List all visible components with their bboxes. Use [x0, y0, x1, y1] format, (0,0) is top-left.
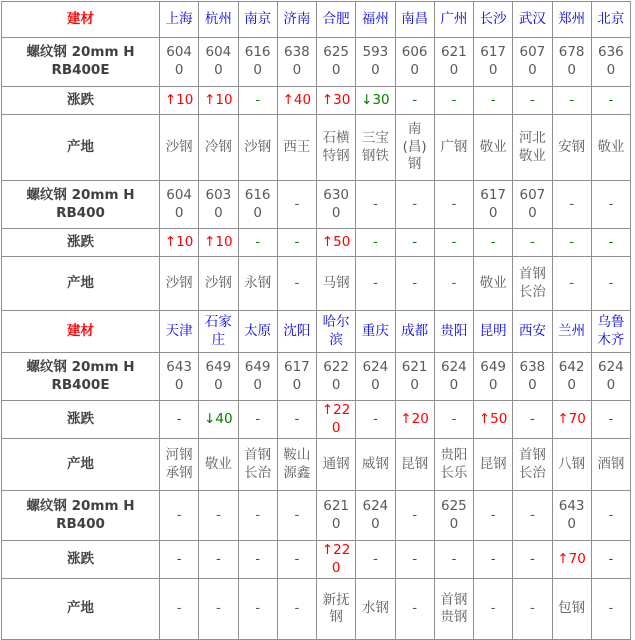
- city-header-cell: 上海: [160, 2, 199, 38]
- change-cell: ↑30: [317, 87, 356, 115]
- origin-cell: -: [395, 257, 434, 311]
- origin-cell: -: [356, 257, 395, 311]
- change-cell: ↑10: [199, 229, 238, 257]
- price-cell: 6430: [160, 353, 199, 401]
- change-cell: ↑10: [199, 87, 238, 115]
- change-cell: ↓30: [356, 87, 395, 115]
- row-label-text: 螺纹钢 20mm HRB400: [26, 498, 135, 532]
- origin-cell: -: [474, 579, 513, 640]
- city-header-cell: 长沙: [474, 2, 513, 38]
- row-label: [2, 229, 160, 257]
- price-cell: 6170: [474, 181, 513, 229]
- price-cell: 6240: [434, 353, 473, 401]
- origin-cell: 通钢: [317, 439, 356, 491]
- city-header-cell: 贵阳: [434, 311, 473, 353]
- origin-cell: 南(昌)钢: [395, 115, 434, 181]
- city-header-cell: 杭州: [199, 2, 238, 38]
- section-header-label: 建材: [2, 2, 160, 38]
- change-cell: ↑220: [317, 541, 356, 579]
- price-cell: -: [277, 491, 316, 541]
- row-label: [2, 439, 160, 491]
- origin-row: [2, 257, 631, 311]
- row-label: [2, 401, 160, 439]
- price-cell: 6040: [160, 181, 199, 229]
- city-header-cell: 南昌: [395, 2, 434, 38]
- change-row: [2, 87, 631, 115]
- price-row: [2, 491, 631, 541]
- change-cell: -: [395, 541, 434, 579]
- rebar-price-table: [1, 1, 631, 640]
- change-cell: -: [395, 229, 434, 257]
- section-header-label: 建材: [2, 311, 160, 353]
- change-cell: ↑20: [395, 401, 434, 439]
- origin-cell: 河钢承钢: [160, 439, 199, 491]
- price-cell: 6240: [591, 353, 630, 401]
- change-cell: -: [474, 87, 513, 115]
- origin-cell: 敬业: [474, 115, 513, 181]
- change-cell: -: [552, 87, 591, 115]
- origin-cell: 沙钢: [199, 257, 238, 311]
- origin-row: [2, 115, 631, 181]
- price-cell: 6210: [434, 38, 473, 87]
- price-cell: 6060: [395, 38, 434, 87]
- change-cell: ↑40: [277, 87, 316, 115]
- price-cell: -: [591, 491, 630, 541]
- price-row: [2, 353, 631, 401]
- origin-cell: 敬业: [199, 439, 238, 491]
- change-cell: -: [160, 401, 199, 439]
- origin-cell: 酒钢: [591, 439, 630, 491]
- change-cell: -: [238, 401, 277, 439]
- city-header-cell: 郑州: [552, 2, 591, 38]
- change-cell: -: [434, 541, 473, 579]
- price-cell: -: [160, 491, 199, 541]
- change-cell: -: [238, 541, 277, 579]
- price-cell: 6380: [513, 353, 552, 401]
- price-cell: 6070: [513, 38, 552, 87]
- origin-cell: 广钢: [434, 115, 473, 181]
- city-header-cell: 昆明: [474, 311, 513, 353]
- change-cell: -: [395, 87, 434, 115]
- origin-cell: 三宝钢铁: [356, 115, 395, 181]
- change-cell: -: [199, 541, 238, 579]
- price-cell: 6160: [238, 181, 277, 229]
- price-cell: 6030: [199, 181, 238, 229]
- origin-cell: 首钢贵钢: [434, 579, 473, 640]
- city-header-cell: 济南: [277, 2, 316, 38]
- change-cell: -: [474, 229, 513, 257]
- origin-cell: -: [434, 257, 473, 311]
- change-cell: -: [513, 541, 552, 579]
- row-label: [2, 541, 160, 579]
- price-cell: 6250: [317, 38, 356, 87]
- price-cell: 6780: [552, 38, 591, 87]
- change-cell: -: [591, 87, 630, 115]
- row-label: [2, 115, 160, 181]
- row-label-text: 涨跌: [67, 410, 94, 427]
- price-cell: 6360: [591, 38, 630, 87]
- origin-cell: -: [513, 579, 552, 640]
- price-cell: 6300: [317, 181, 356, 229]
- change-cell: -: [160, 541, 199, 579]
- city-header-cell: 广州: [434, 2, 473, 38]
- row-label-text: 产地: [67, 138, 94, 155]
- price-cell: 6490: [474, 353, 513, 401]
- city-header-cell: 成都: [395, 311, 434, 353]
- row-label: [2, 579, 160, 640]
- change-cell: -: [238, 229, 277, 257]
- city-header-cell: 哈尔滨: [317, 311, 356, 353]
- change-cell: -: [356, 229, 395, 257]
- row-label: [2, 491, 160, 541]
- origin-cell: -: [552, 257, 591, 311]
- change-cell: -: [513, 401, 552, 439]
- change-cell: -: [277, 541, 316, 579]
- origin-cell: 沙钢: [160, 115, 199, 181]
- city-header-cell: 兰州: [552, 311, 591, 353]
- change-row: [2, 229, 631, 257]
- change-cell: -: [513, 87, 552, 115]
- row-label: [2, 181, 160, 229]
- price-cell: -: [199, 491, 238, 541]
- change-cell: -: [434, 401, 473, 439]
- row-label-text: 产地: [67, 455, 94, 472]
- origin-cell: 冷钢: [199, 115, 238, 181]
- origin-cell: 沙钢: [238, 115, 277, 181]
- price-cell: 6040: [160, 38, 199, 87]
- price-cell: -: [238, 491, 277, 541]
- origin-cell: 敬业: [474, 257, 513, 311]
- price-cell: -: [277, 181, 316, 229]
- price-cell: -: [395, 181, 434, 229]
- price-cell: 6070: [513, 181, 552, 229]
- row-label-text: 涨跌: [67, 233, 94, 250]
- city-header-cell: 太原: [238, 311, 277, 353]
- origin-cell: 贵阳长乐: [434, 439, 473, 491]
- change-cell: ↑50: [474, 401, 513, 439]
- change-cell: -: [277, 401, 316, 439]
- change-cell: ↓40: [199, 401, 238, 439]
- price-cell: -: [356, 181, 395, 229]
- price-cell: -: [552, 181, 591, 229]
- price-cell: -: [591, 181, 630, 229]
- city-header-cell: 武汉: [513, 2, 552, 38]
- change-cell: -: [591, 229, 630, 257]
- origin-cell: 首钢长治: [513, 257, 552, 311]
- section-header-row: [2, 2, 631, 38]
- origin-cell: 八钢: [552, 439, 591, 491]
- row-label-text: 螺纹钢 20mm HRB400E: [26, 358, 135, 393]
- change-cell: -: [434, 87, 473, 115]
- change-cell: -: [356, 541, 395, 579]
- price-cell: 6420: [552, 353, 591, 401]
- change-cell: -: [356, 401, 395, 439]
- city-header-cell: 乌鲁木齐: [591, 311, 630, 353]
- price-cell: 6040: [199, 38, 238, 87]
- change-row: [2, 541, 631, 579]
- section-header-row: [2, 311, 631, 353]
- change-row: [2, 401, 631, 439]
- price-cell: 6170: [474, 38, 513, 87]
- origin-cell: 西王: [277, 115, 316, 181]
- row-label: [2, 87, 160, 115]
- origin-row: [2, 579, 631, 640]
- city-header-cell: 西安: [513, 311, 552, 353]
- city-header-cell: 合肥: [317, 2, 356, 38]
- origin-cell: -: [395, 579, 434, 640]
- origin-cell: -: [238, 579, 277, 640]
- change-cell: -: [552, 229, 591, 257]
- origin-cell: 首钢长治: [513, 439, 552, 491]
- price-cell: 6490: [199, 353, 238, 401]
- origin-cell: -: [277, 579, 316, 640]
- row-label-text: 产地: [67, 274, 94, 291]
- origin-cell: 安钢: [552, 115, 591, 181]
- price-row: [2, 38, 631, 87]
- row-label-text: 涨跌: [67, 91, 94, 108]
- city-header-cell: 福州: [356, 2, 395, 38]
- price-cell: -: [474, 491, 513, 541]
- price-cell: 6250: [434, 491, 473, 541]
- row-label-text: 螺纹钢 20mm HRB400: [26, 186, 135, 221]
- change-cell: -: [513, 229, 552, 257]
- change-cell: ↑10: [160, 87, 199, 115]
- price-cell: -: [395, 491, 434, 541]
- price-cell: 6160: [238, 38, 277, 87]
- origin-cell: 鞍山源鑫: [277, 439, 316, 491]
- origin-cell: -: [591, 257, 630, 311]
- city-header-cell: 沈阳: [277, 311, 316, 353]
- price-cell: 5930: [356, 38, 395, 87]
- city-header-cell: 北京: [591, 2, 630, 38]
- origin-cell: 首钢长治: [238, 439, 277, 491]
- change-cell: -: [474, 541, 513, 579]
- price-cell: -: [513, 491, 552, 541]
- city-header-cell: 重庆: [356, 311, 395, 353]
- origin-cell: 水钢: [356, 579, 395, 640]
- origin-cell: -: [277, 257, 316, 311]
- origin-cell: 河北敬业: [513, 115, 552, 181]
- origin-cell: 敬业: [591, 115, 630, 181]
- price-cell: 6240: [356, 491, 395, 541]
- origin-cell: -: [199, 579, 238, 640]
- origin-cell: 新抚钢: [317, 579, 356, 640]
- change-cell: -: [591, 541, 630, 579]
- change-cell: ↑70: [552, 401, 591, 439]
- row-label-text: 螺纹钢 20mm HRB400E: [26, 44, 135, 78]
- row-label-text: 产地: [67, 600, 94, 617]
- change-cell: ↑50: [317, 229, 356, 257]
- change-cell: -: [277, 229, 316, 257]
- price-cell: 6490: [238, 353, 277, 401]
- row-label: [2, 353, 160, 401]
- origin-cell: 马钢: [317, 257, 356, 311]
- origin-row: [2, 439, 631, 491]
- origin-cell: 永钢: [238, 257, 277, 311]
- price-cell: 6210: [395, 353, 434, 401]
- row-label: [2, 257, 160, 311]
- price-cell: -: [434, 181, 473, 229]
- change-cell: ↑220: [317, 401, 356, 439]
- price-cell: 6430: [552, 491, 591, 541]
- price-cell: 6170: [277, 353, 316, 401]
- city-header-cell: 天津: [160, 311, 199, 353]
- price-row: [2, 181, 631, 229]
- change-cell: -: [591, 401, 630, 439]
- price-cell: 6210: [317, 491, 356, 541]
- origin-cell: -: [591, 579, 630, 640]
- change-cell: -: [238, 87, 277, 115]
- origin-cell: 包钢: [552, 579, 591, 640]
- change-cell: ↑70: [552, 541, 591, 579]
- price-cell: 6240: [356, 353, 395, 401]
- origin-cell: -: [160, 579, 199, 640]
- city-header-cell: 石家庄: [199, 311, 238, 353]
- origin-cell: 威钢: [356, 439, 395, 491]
- change-cell: -: [434, 229, 473, 257]
- city-header-cell: 南京: [238, 2, 277, 38]
- origin-cell: 石横特钢: [317, 115, 356, 181]
- change-cell: ↑10: [160, 229, 199, 257]
- row-label: [2, 38, 160, 87]
- price-cell: 6220: [317, 353, 356, 401]
- origin-cell: 昆钢: [474, 439, 513, 491]
- row-label-text: 涨跌: [67, 550, 94, 567]
- origin-cell: 昆钢: [395, 439, 434, 491]
- origin-cell: 沙钢: [160, 257, 199, 311]
- price-cell: 6380: [277, 38, 316, 87]
- table-body: [2, 2, 631, 640]
